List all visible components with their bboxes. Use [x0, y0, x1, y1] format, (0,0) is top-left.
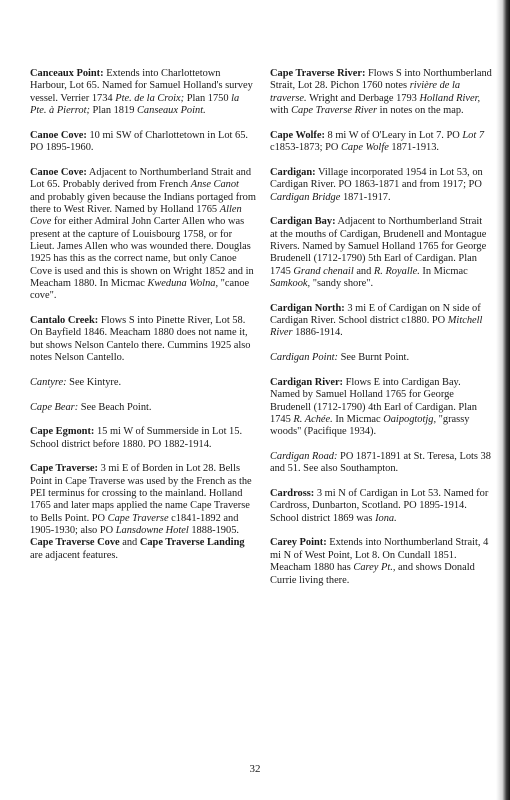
entry-text: Cardigan Bridge: [270, 191, 341, 203]
entry-text: c1853-1873; PO: [270, 142, 341, 154]
entry-text: Flows S into Northumberland Strait, Lot 28. Pichon 1760 notes: [270, 68, 492, 92]
entry-text: Holland River,: [419, 92, 481, 104]
entry-text: In Micmac: [419, 265, 468, 277]
entry-text: rivière de la traverse.: [270, 80, 461, 104]
entry-headword: Cantyre:: [30, 376, 67, 388]
entry-headword: Cardigan North:: [270, 302, 345, 314]
entry-headword: Cardigan River:: [270, 376, 344, 388]
entry-text: Samkook,: [270, 277, 311, 289]
gazetteer-entry: [30, 426, 256, 451]
entry-text: 3 mi E of Cardigan on N side of Cardigan River. School district c1880. PO: [270, 302, 481, 327]
gazetteer-entry: [30, 402, 256, 414]
gazetteer-entry: [30, 315, 256, 364]
entry-text: Flows S into Pinette River, Lot 58. On Bayfield 1846. Meacham 1880 does not name it, but shows Nelson Cantelo there. Cummins 1925 also notes Nelson Cantello.: [30, 315, 251, 364]
entry-text: and: [119, 537, 140, 549]
entry-text: Allen Cove: [30, 203, 242, 228]
entry-text: Plan 1819: [89, 105, 137, 117]
entry-text: 8 mi W of O'Leary in Lot 7. PO: [324, 129, 463, 141]
entry-headword: Carey Point:: [270, 537, 327, 549]
entry-text: Lansdowne Hotel: [115, 525, 189, 537]
gazetteer-entry: [270, 167, 492, 204]
gazetteer-entry: [30, 130, 256, 155]
entry-text: with: [270, 105, 292, 117]
entry-text: Cape Traverse Landing: [139, 537, 245, 549]
entry-text: 10 mi SW of Charlottetown in Lot 65. PO 1895-1960.: [30, 129, 249, 154]
entry-headword: Cape Traverse River:: [270, 68, 366, 79]
entry-text: Cape Traverse: [107, 512, 169, 524]
entry-headword: Cardigan Bay:: [270, 216, 336, 228]
entry-text: 3 mi N of Cardigan in Lot 53. Named for Cardross, Dunbarton, Scotland. PO 1895-1914. School district 1869 was: [270, 488, 489, 524]
gazetteer-entry: [270, 377, 492, 439]
gazetteer-entry: [270, 488, 492, 525]
entry-headword: Cape Egmont:: [30, 426, 95, 438]
entry-text: 1888-1905.: [188, 525, 239, 537]
entry-text: Carey Pt.,: [353, 562, 396, 574]
left-column: [30, 68, 256, 574]
gazetteer-entry: [30, 463, 256, 562]
entry-text: "canoe cove".: [30, 277, 250, 302]
gazetteer-entry: [270, 68, 492, 117]
entry-text: Anse Canot: [190, 179, 239, 191]
entry-headword: Cape Bear:: [30, 401, 79, 413]
gazetteer-entry: [270, 130, 492, 155]
entry-headword: Cardigan:: [270, 166, 316, 178]
entry-text: and shows Donald Currie living there.: [270, 562, 475, 586]
gazetteer-entry: [30, 377, 256, 389]
entry-text: in notes on the map.: [377, 105, 464, 117]
entry-text: See Kintyre.: [66, 376, 122, 388]
entry-text: and probably given because the Indians portaged from there to West River. Named by Holland 1765: [30, 191, 256, 215]
entry-text: 1871-1917.: [340, 191, 391, 203]
gazetteer-entry: [270, 303, 492, 340]
entry-text: Mitchell River: [270, 315, 483, 339]
entry-text: Kweduna Wolna,: [147, 277, 219, 289]
entry-text: and: [353, 265, 374, 277]
entry-text: 3 mi E of Borden in Lot 28. Bells Point in Cape Traverse was used by the French as the PEI terminus for crossing to the mainland. Holland 1765 and later maps applied the name Cape Traverse to Bells Point. PO: [30, 463, 252, 524]
entry-text: 15 mi W of Summerside in Lot 15. School district before 1880. PO 1882-1914.: [30, 426, 243, 450]
entry-text: are adjacent features.: [30, 549, 118, 561]
entry-headword: Cardigan Point:: [270, 352, 339, 364]
entry-text: Cape Traverse River: [291, 105, 378, 117]
right-column: [270, 68, 492, 599]
entry-text: Flows E into Cardigan Bay. Named by Samuel Holland 1765 for George Brudenell (1712-1790) 4th Earl of Cardigan. Plan 1745: [270, 376, 477, 425]
entry-text: R. Achée.: [293, 413, 333, 425]
entry-text: Oaipogtotjg,: [383, 413, 437, 425]
entry-text: 1886-1914.: [292, 327, 343, 339]
entry-text: Extends into Charlottetown Harbour, Lot 65. Named for Samuel Holland's survey vessel. Verrier 1734: [30, 68, 253, 104]
gazetteer-entry: [30, 167, 256, 303]
entry-text: Canseaux Point.: [137, 105, 206, 117]
entry-text: Extends into Northumberland Strait, 4 mi N of West Point, Lot 8. On Cundall 1851. Meacham 1880 has: [270, 537, 489, 574]
entry-text: PO 1871-1891 at St. Teresa, Lots 38 and 51. See also Southampton.: [270, 450, 491, 475]
entry-headword: Canoe Cove:: [30, 166, 87, 178]
entry-headword: Cardigan Road:: [270, 450, 338, 462]
entry-text: "sandy shore".: [310, 277, 374, 289]
entry-text: Adjacent to Northumberland Strait and Lot 65. Probably derived from French: [30, 166, 252, 191]
entry-text: Cape Wolfe: [341, 142, 389, 154]
page-number: 32: [249, 763, 261, 775]
entry-text: Grand chenail: [293, 265, 354, 277]
entry-text: Pte. de la Croix;: [115, 92, 185, 104]
gazetteer-entry: [270, 537, 492, 586]
entry-text: "grassy woods" (Pacifique 1934).: [270, 413, 470, 438]
entry-headword: Cape Traverse:: [30, 463, 98, 475]
entry-headword: Canoe Cove:: [30, 129, 87, 141]
entry-text: Plan 1750: [184, 92, 232, 104]
entry-text: See Burnt Point.: [338, 352, 410, 364]
gazetteer-entry: [270, 451, 492, 476]
entry-headword: Cardross:: [270, 488, 315, 500]
gazetteer-entry: [270, 216, 492, 290]
entry-text: 1871-1913.: [388, 142, 440, 154]
entry-headword: Cantalo Creek:: [30, 315, 99, 327]
entry-text: Cape Traverse Cove: [30, 537, 120, 549]
entry-text: Village incorporated 1954 in Lot 53, on Cardigan River. PO 1863-1871 and from 1917; PO: [270, 166, 483, 191]
gazetteer-entry: [30, 68, 256, 117]
book-spine-shadow: [496, 0, 510, 800]
gazetteer-entry: [270, 352, 492, 364]
entry-headword: Canceaux Point:: [30, 68, 104, 79]
entry-text: Wright and Derbage 1793: [306, 92, 420, 104]
entry-text: See Beach Point.: [78, 401, 152, 413]
entry-text: la Pte. à Pierrot;: [30, 92, 240, 117]
entry-text: R. Royalle.: [373, 265, 420, 277]
entry-text: In Micmac: [332, 413, 384, 425]
entry-text: Lot 7: [462, 129, 485, 141]
entry-headword: Cape Wolfe:: [270, 129, 325, 141]
entry-text: c1841-1892 and 1905-1930; also PO: [30, 512, 239, 537]
entry-text: for either Admiral John Carter Allen who was present at the capture of Louisbourg 1758, or for Lieut. James Allen who was wounded there. Douglas 1925 has this as the correct name, but only Canoe Cove is used and this is shown on Wright 1852 and in Meacham 1880. In Micmac: [30, 216, 254, 289]
entry-text: Iona.: [375, 512, 397, 524]
entry-text: Adjacent to Northumberland Strait at the mouths of Cardigan, Brudenell and Montague Rivers. Named by Samuel Holland 1765 for George Brudenell (1712-1790) 5th Earl of Cardigan. Plan 1745: [270, 216, 487, 277]
